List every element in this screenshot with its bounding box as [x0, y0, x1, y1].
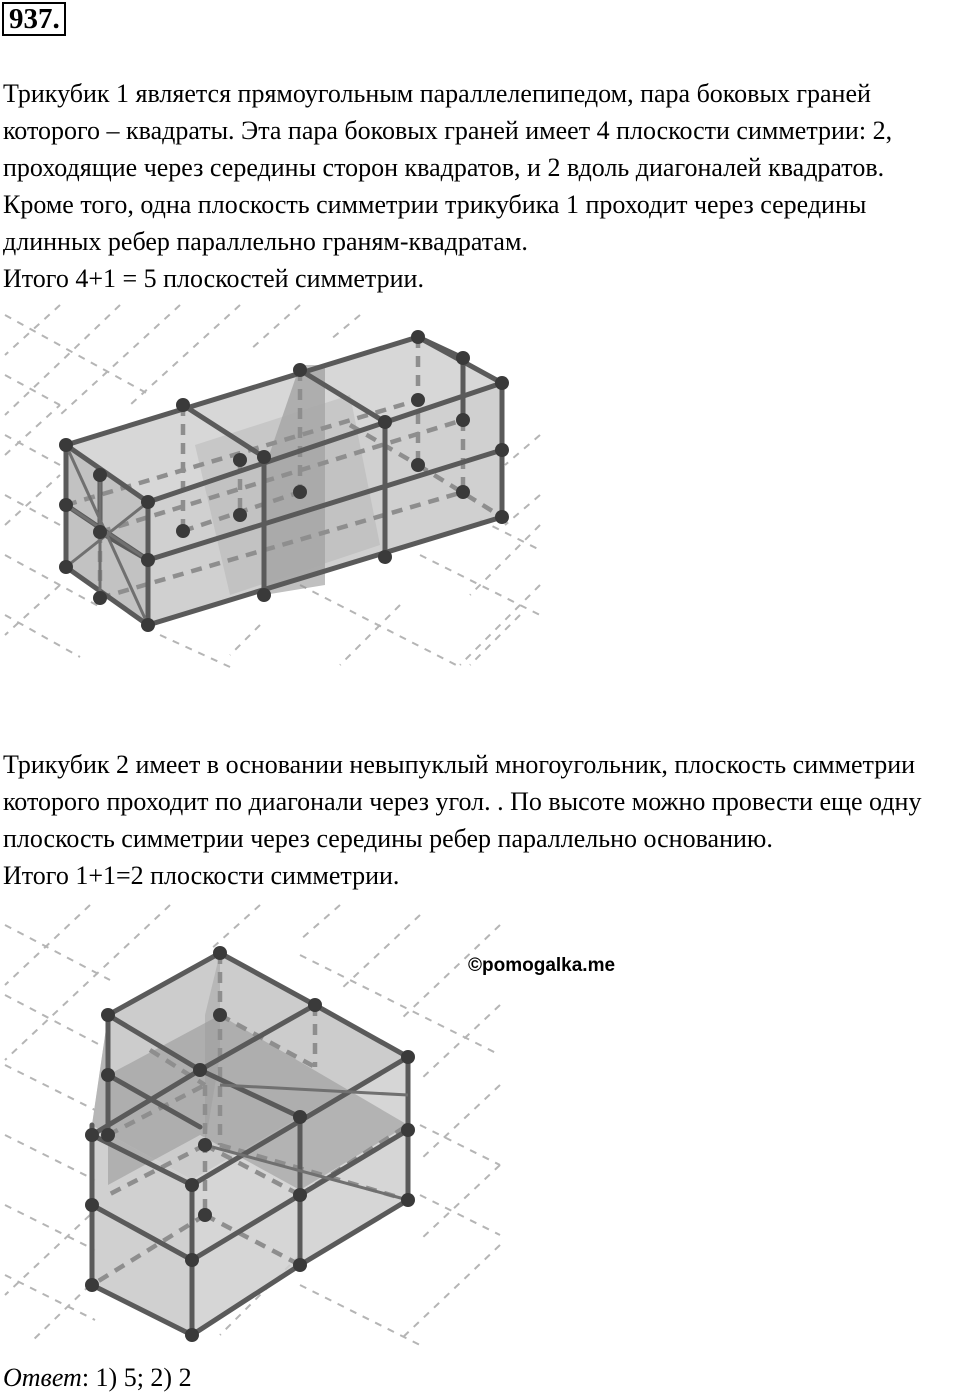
- answer: [3, 1362, 192, 1394]
- problem-number: 937.: [2, 2, 66, 36]
- text-line: Кроме того, одна плоскость симметрии трикубика 1 проходит через середины: [3, 190, 867, 219]
- paragraph-tricube-1: [3, 75, 958, 297]
- text-line: проходящие через середины сторон квадратов, и 2 вдоль диагоналей квадратов.: [3, 153, 885, 182]
- watermark: ©pomogalka.me: [468, 955, 616, 976]
- tricube-2-figure: [0, 895, 510, 1350]
- text-line: Итого 4+1 = 5 плоскостей симметрии.: [3, 264, 424, 293]
- text-line: Итого 1+1=2 плоскости симметрии.: [3, 861, 400, 890]
- text-line: которого – квадраты. Эта пара боковых граней имеет 4 плоскости симметрии: 2,: [3, 116, 893, 145]
- paragraph-tricube-2: [3, 746, 958, 894]
- text-line: длинных ребер параллельно граням-квадратам.: [3, 227, 528, 256]
- answer-label: Ответ: [3, 1363, 82, 1392]
- text-line: плоскость симметрии через середины ребер параллельно основанию.: [3, 824, 773, 853]
- faces: [92, 953, 408, 1335]
- text-line: Трикубик 1 является прямоугольным параллелепипедом, пара боковых граней: [3, 79, 871, 108]
- answer-text: : 1) 5; 2) 2: [81, 1363, 192, 1392]
- text-line: Трикубик 2 имеет в основании невыпуклый многоугольник, плоскость симметрии: [3, 750, 916, 779]
- tricube-1-figure: [0, 295, 545, 670]
- text-line: которого проходит по диагонали через угол. . По высоте можно провести еще одну: [3, 787, 922, 816]
